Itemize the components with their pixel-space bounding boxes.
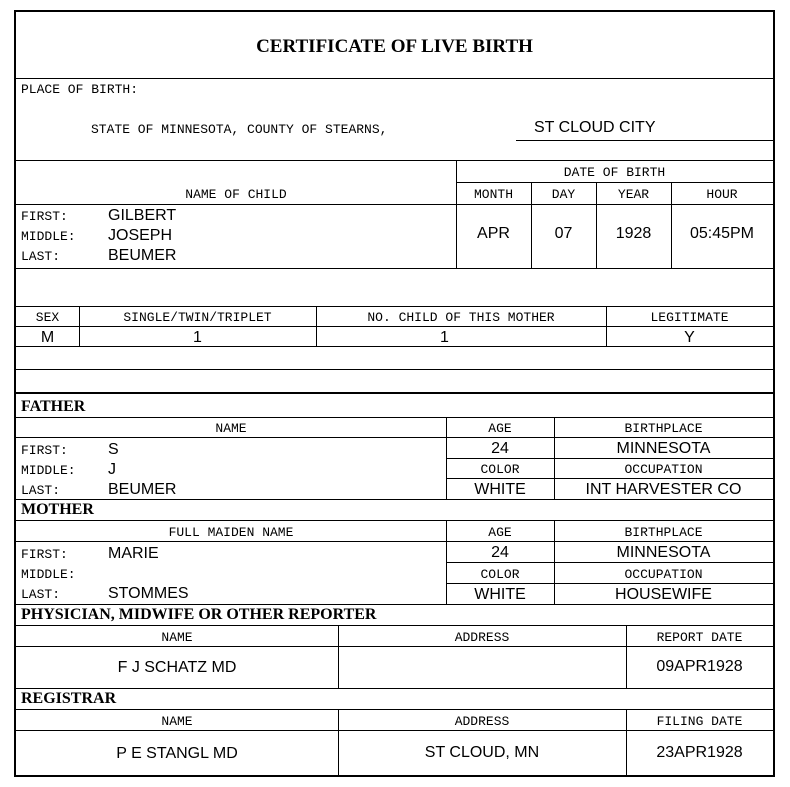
legitimate-label: LEGITIMATE [650,310,729,325]
father-middle-name: J [108,461,116,478]
rule-blank-1 [16,369,773,370]
rule-mother-color [446,583,773,584]
rule-physician-header [16,646,773,647]
rule-place-bottom [16,160,773,161]
father-color-header: COLOR [480,462,520,477]
registrar-name-value: P E STANGL MD [116,745,238,762]
father-middle-label: MIDDLE: [21,463,76,478]
plurality-label: SINGLE/TWIN/TRIPLET [123,310,272,325]
mother-section-title: MOTHER [21,501,94,518]
registrar-date-header: FILING DATE [656,714,743,729]
dob-day-value: 07 [554,225,573,242]
father-age-header: AGE [488,421,512,436]
rule-father-top [16,392,773,394]
registrar-address-value: ST CLOUD, MN [424,744,540,761]
registrar-section-title: REGISTRAR [21,690,117,707]
father-name-header: NAME [215,421,247,436]
rule-mother-header [16,541,773,542]
rule-stats-bottom [16,346,773,347]
mother-occupation-header: OCCUPATION [624,567,703,582]
mother-birthplace-value: MINNESOTA [616,544,711,561]
rule-child-bottom [16,268,773,269]
rule-father-section [16,417,773,418]
child-first-label: FIRST: [21,209,68,224]
child-middle-label: MIDDLE: [21,229,76,244]
rule-dob-header [456,182,773,183]
rule-registrar-section [16,709,773,710]
sex-value: M [40,329,55,346]
birth-certificate [14,10,775,777]
father-birthplace-value: MINNESOTA [616,440,711,457]
dob-month-label: MONTH [473,187,513,202]
mother-middle-label: MIDDLE: [21,567,76,582]
birth-city: ST CLOUD CITY [534,119,656,136]
mother-first-name: MARIE [108,545,159,562]
child-last-label: LAST: [21,249,61,264]
registrar-address-header: ADDRESS [454,714,510,729]
legitimate-value: Y [684,329,695,346]
rule-child-header [16,204,773,205]
dob-year-label: YEAR [617,187,650,202]
child-first-name: GILBERT [108,207,177,224]
mother-color-header: COLOR [480,567,520,582]
registrar-name-header: NAME [161,714,193,729]
city-underline [516,140,773,141]
dob-month-value: APR [477,225,510,242]
physician-name-header: NAME [161,630,193,645]
rule-mother-age [446,562,773,563]
physician-address-header: ADDRESS [454,630,510,645]
father-first-label: FIRST: [21,443,68,458]
dob-hour-label: HOUR [706,187,738,202]
child-number-label: NO. CHILD OF THIS MOTHER [367,310,555,325]
place-of-birth-label: PLACE OF BIRTH: [21,82,139,97]
father-section-title: FATHER [21,398,86,415]
rule-mother-section [16,520,773,521]
rule-physician-bottom [16,688,773,689]
plurality-value: 1 [193,329,202,346]
physician-section-title: PHYSICIAN, MIDWIFE OR OTHER REPORTER [21,606,377,623]
father-birthplace-header: BIRTHPLACE [624,421,703,436]
child-number-value: 1 [440,329,449,346]
dob-header: DATE OF BIRTH [563,165,666,180]
father-age-value: 24 [491,440,509,457]
mother-first-label: FIRST: [21,547,68,562]
rule-father-bottom [16,499,773,500]
rule-mother-bottom [16,604,773,605]
mother-last-label: LAST: [21,587,61,602]
father-first-name: S [108,441,119,458]
rule-title-bottom [16,78,773,79]
dob-year-value: 1928 [615,225,652,242]
registrar-filing-date: 23APR1928 [656,744,743,761]
mother-age-value: 24 [491,544,509,561]
mother-age-header: AGE [488,525,512,540]
dob-day-label: DAY [551,187,576,202]
rule-father-age [446,458,773,459]
physician-name-value: F J SCHATZ MD [117,659,237,676]
rule-stats-top [16,306,773,307]
rule-registrar-header [16,730,773,731]
rule-father-header [16,437,773,438]
mother-last-name: STOMMES [108,585,189,602]
rule-father-color [446,478,773,479]
child-last-name: BEUMER [108,247,177,264]
mother-color-value: WHITE [474,586,526,603]
physician-date-header: REPORT DATE [656,630,743,645]
mother-name-header: FULL MAIDEN NAME [168,525,294,540]
place-of-birth-text: STATE OF MINNESOTA, COUNTY OF STEARNS, [91,122,388,137]
rule-physician-section [16,625,773,626]
dob-hour-value: 05:45PM [689,225,755,242]
father-last-name: BEUMER [108,481,177,498]
physician-report-date: 09APR1928 [656,658,743,675]
rule-stats-header [16,326,773,327]
father-last-label: LAST: [21,483,61,498]
father-occupation-header: OCCUPATION [624,462,703,477]
mother-occupation-value: HOUSEWIFE [615,586,712,603]
child-name-header: NAME OF CHILD [185,187,287,202]
child-middle-name: JOSEPH [108,227,173,244]
page-title: CERTIFICATE OF LIVE BIRTH [256,36,533,57]
sex-label: SEX [35,310,60,325]
father-color-value: WHITE [474,481,526,498]
mother-birthplace-header: BIRTHPLACE [624,525,703,540]
father-occupation-value: INT HARVESTER CO [585,481,742,498]
